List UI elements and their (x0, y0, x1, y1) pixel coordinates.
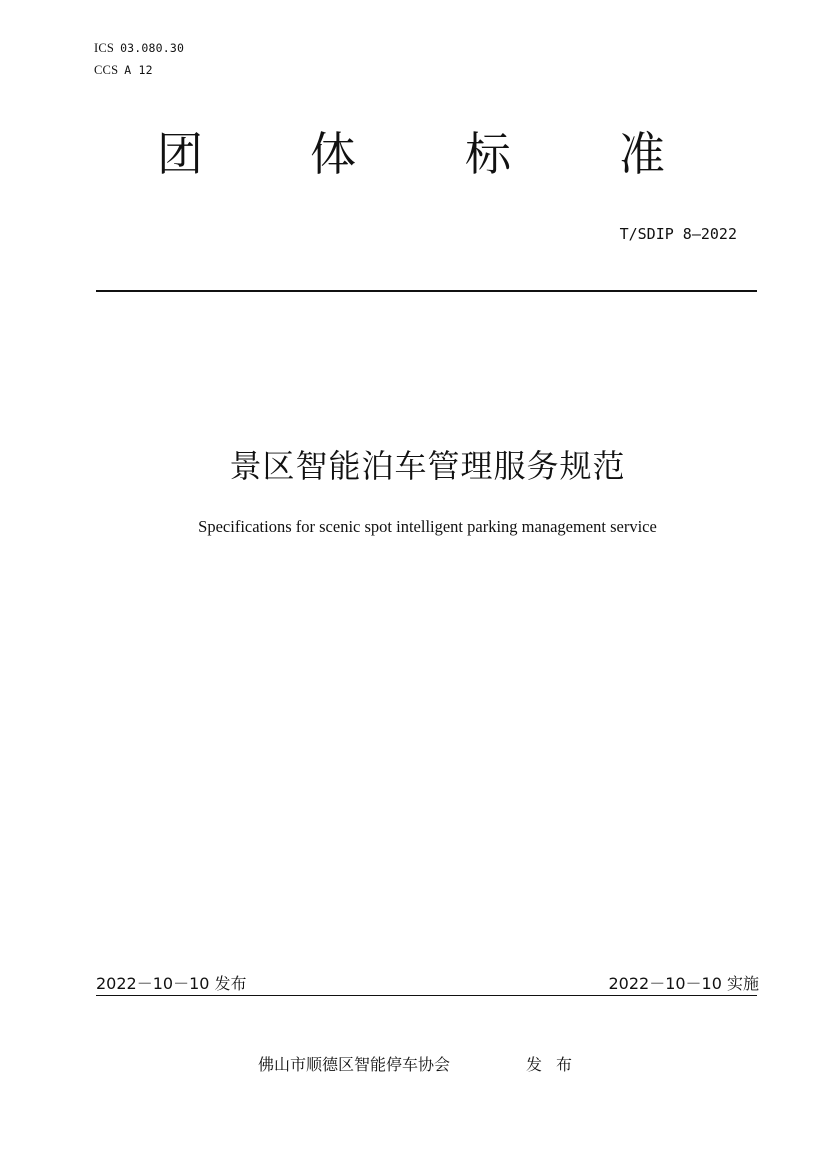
header-divider (96, 290, 757, 292)
ccs-code (94, 62, 153, 78)
standard-type-char: 准 (619, 127, 665, 181)
standard-type-char: 标 (465, 127, 511, 181)
document-title-english: Specifications for scenic spot intelligent parking management service (198, 517, 657, 536)
publisher-name: 佛山市顺德区智能停车协会 (258, 1055, 451, 1074)
ics-value: 03.080.30 (120, 41, 185, 55)
footer-divider (96, 995, 757, 996)
ccs-label: CCS (94, 63, 119, 77)
standard-code: T/SDIP 8—2022 (619, 225, 737, 243)
ics-code (94, 40, 184, 56)
standard-type-char: 团 (157, 127, 203, 181)
publish-date: 2022－10－10 发布 (96, 974, 247, 993)
publish-label: 发布 (526, 1055, 587, 1074)
effective-date: 2022－10－10 实施 (608, 974, 759, 993)
document-title: 景区智能泊车管理服务规范 (229, 447, 626, 485)
ics-label: ICS (94, 41, 115, 55)
ccs-value: A 12 (124, 63, 153, 77)
standard-type-char: 体 (310, 127, 356, 181)
